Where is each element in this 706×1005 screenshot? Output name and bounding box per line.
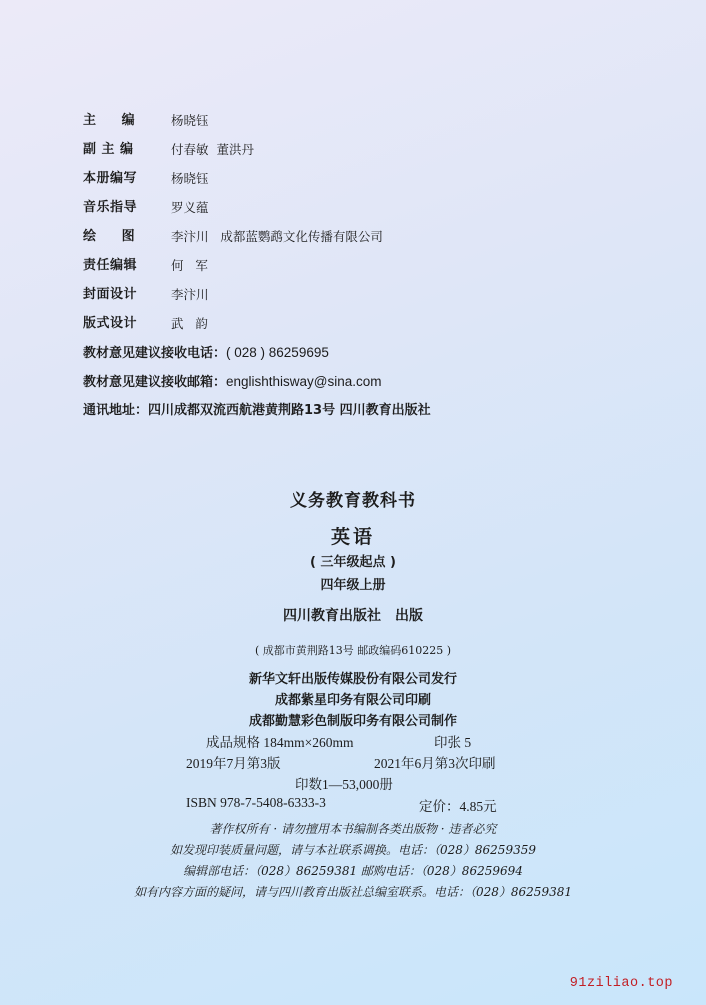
editorial-phones: 编辑部电话：（028）86259381 邮购电话：（028）86259694 [183,864,523,878]
spec-printing: 2021年6月第3次印刷 [374,756,496,771]
quality-notice: 如发现印装质量问题，请与本社联系调换。电话：（028）86259359 [170,843,536,857]
feedback-phone: ( 028 ) 86259695 [226,345,329,360]
starting-grade: ( 三年级起点 ) [310,555,396,570]
feedback-email-line [83,372,643,401]
publish-word: 出版 [395,608,423,624]
credit-row-illustration [83,227,643,256]
spec-sheets: 印张 5 [434,735,472,750]
spec-price: 定价：4.85元 [419,799,497,814]
spec-print-count: 印数1—53,000册 [295,777,393,792]
publisher-name: 四川教育出版社 [283,608,381,624]
printer: 成都紫星印务有限公司印刷 [274,693,431,708]
credit-label: 主 编 [83,113,136,128]
credit-row-music-advisor [83,198,643,227]
credit-label: 本册编写 [83,171,138,186]
credit-row-chief-editor [83,111,643,140]
credit-value: 李汴川 [171,287,209,302]
credit-value: 罗义蕴 [171,200,209,215]
credit-row-responsible-editor [83,256,643,285]
mailing-address: 通讯地址：四川成都双流西航港黄荆路13号 四川教育出版社 [83,403,431,418]
feedback-email: englishthisway@sina.com [226,374,382,389]
publisher-line [0,605,706,625]
spec-isbn: ISBN 978-7-5408-6333-3 [186,795,326,810]
credit-label: 音乐指导 [83,200,138,215]
distributor: 新华文轩出版传媒股份有限公司发行 [248,672,457,687]
credit-value: 何 军 [171,258,208,273]
credit-value: 武 韵 [171,316,208,331]
credit-value: 付春敏 董洪丹 [171,142,254,157]
plate-maker: 成都勤慧彩色制版印务有限公司制作 [248,714,457,729]
copyright-notice: 著作权所有 · 请勿擅用本书编制各类出版物 · 违者必究 [209,822,497,836]
credit-value: 李汴川 成都蓝鹦鹉文化传播有限公司 [171,229,383,244]
feedback-phone-line [83,343,643,372]
feedback-phone-label: 教材意见建议接收电话： [83,346,227,361]
credit-value: 杨晓钰 [171,113,209,128]
credit-label: 副 主 编 [83,142,134,157]
credit-row-deputy-editor [83,140,643,169]
content-inquiry-notice: 如有内容方面的疑问，请与四川教育出版社总编室联系。电话：（028）86259381 [134,885,572,899]
subject-title: 英语 [330,526,375,548]
credit-label: 封面设计 [83,287,138,302]
spec-edition: 2019年7月第3版 [186,756,281,771]
credit-label: 绘 图 [83,229,136,244]
grade-volume: 四年级上册 [320,578,386,593]
credit-row-layout-design [83,314,643,343]
credits-block [83,111,643,430]
credit-row-cover-design [83,285,643,314]
feedback-email-label: 教材意见建议接收邮箱： [83,375,227,390]
spec-size: 成品规格 184mm×260mm [206,735,354,750]
credit-label: 版式设计 [83,316,138,331]
publisher-address: ( 成都市黄荆路13号 邮政编码610225 ) [254,644,452,657]
series-title: 义务教育教科书 [290,491,416,511]
credit-label: 责任编辑 [83,258,138,273]
credit-value: 杨晓钰 [171,171,209,186]
credit-row-volume-writer [83,169,643,198]
watermark: 91ziliao.top [569,976,673,991]
